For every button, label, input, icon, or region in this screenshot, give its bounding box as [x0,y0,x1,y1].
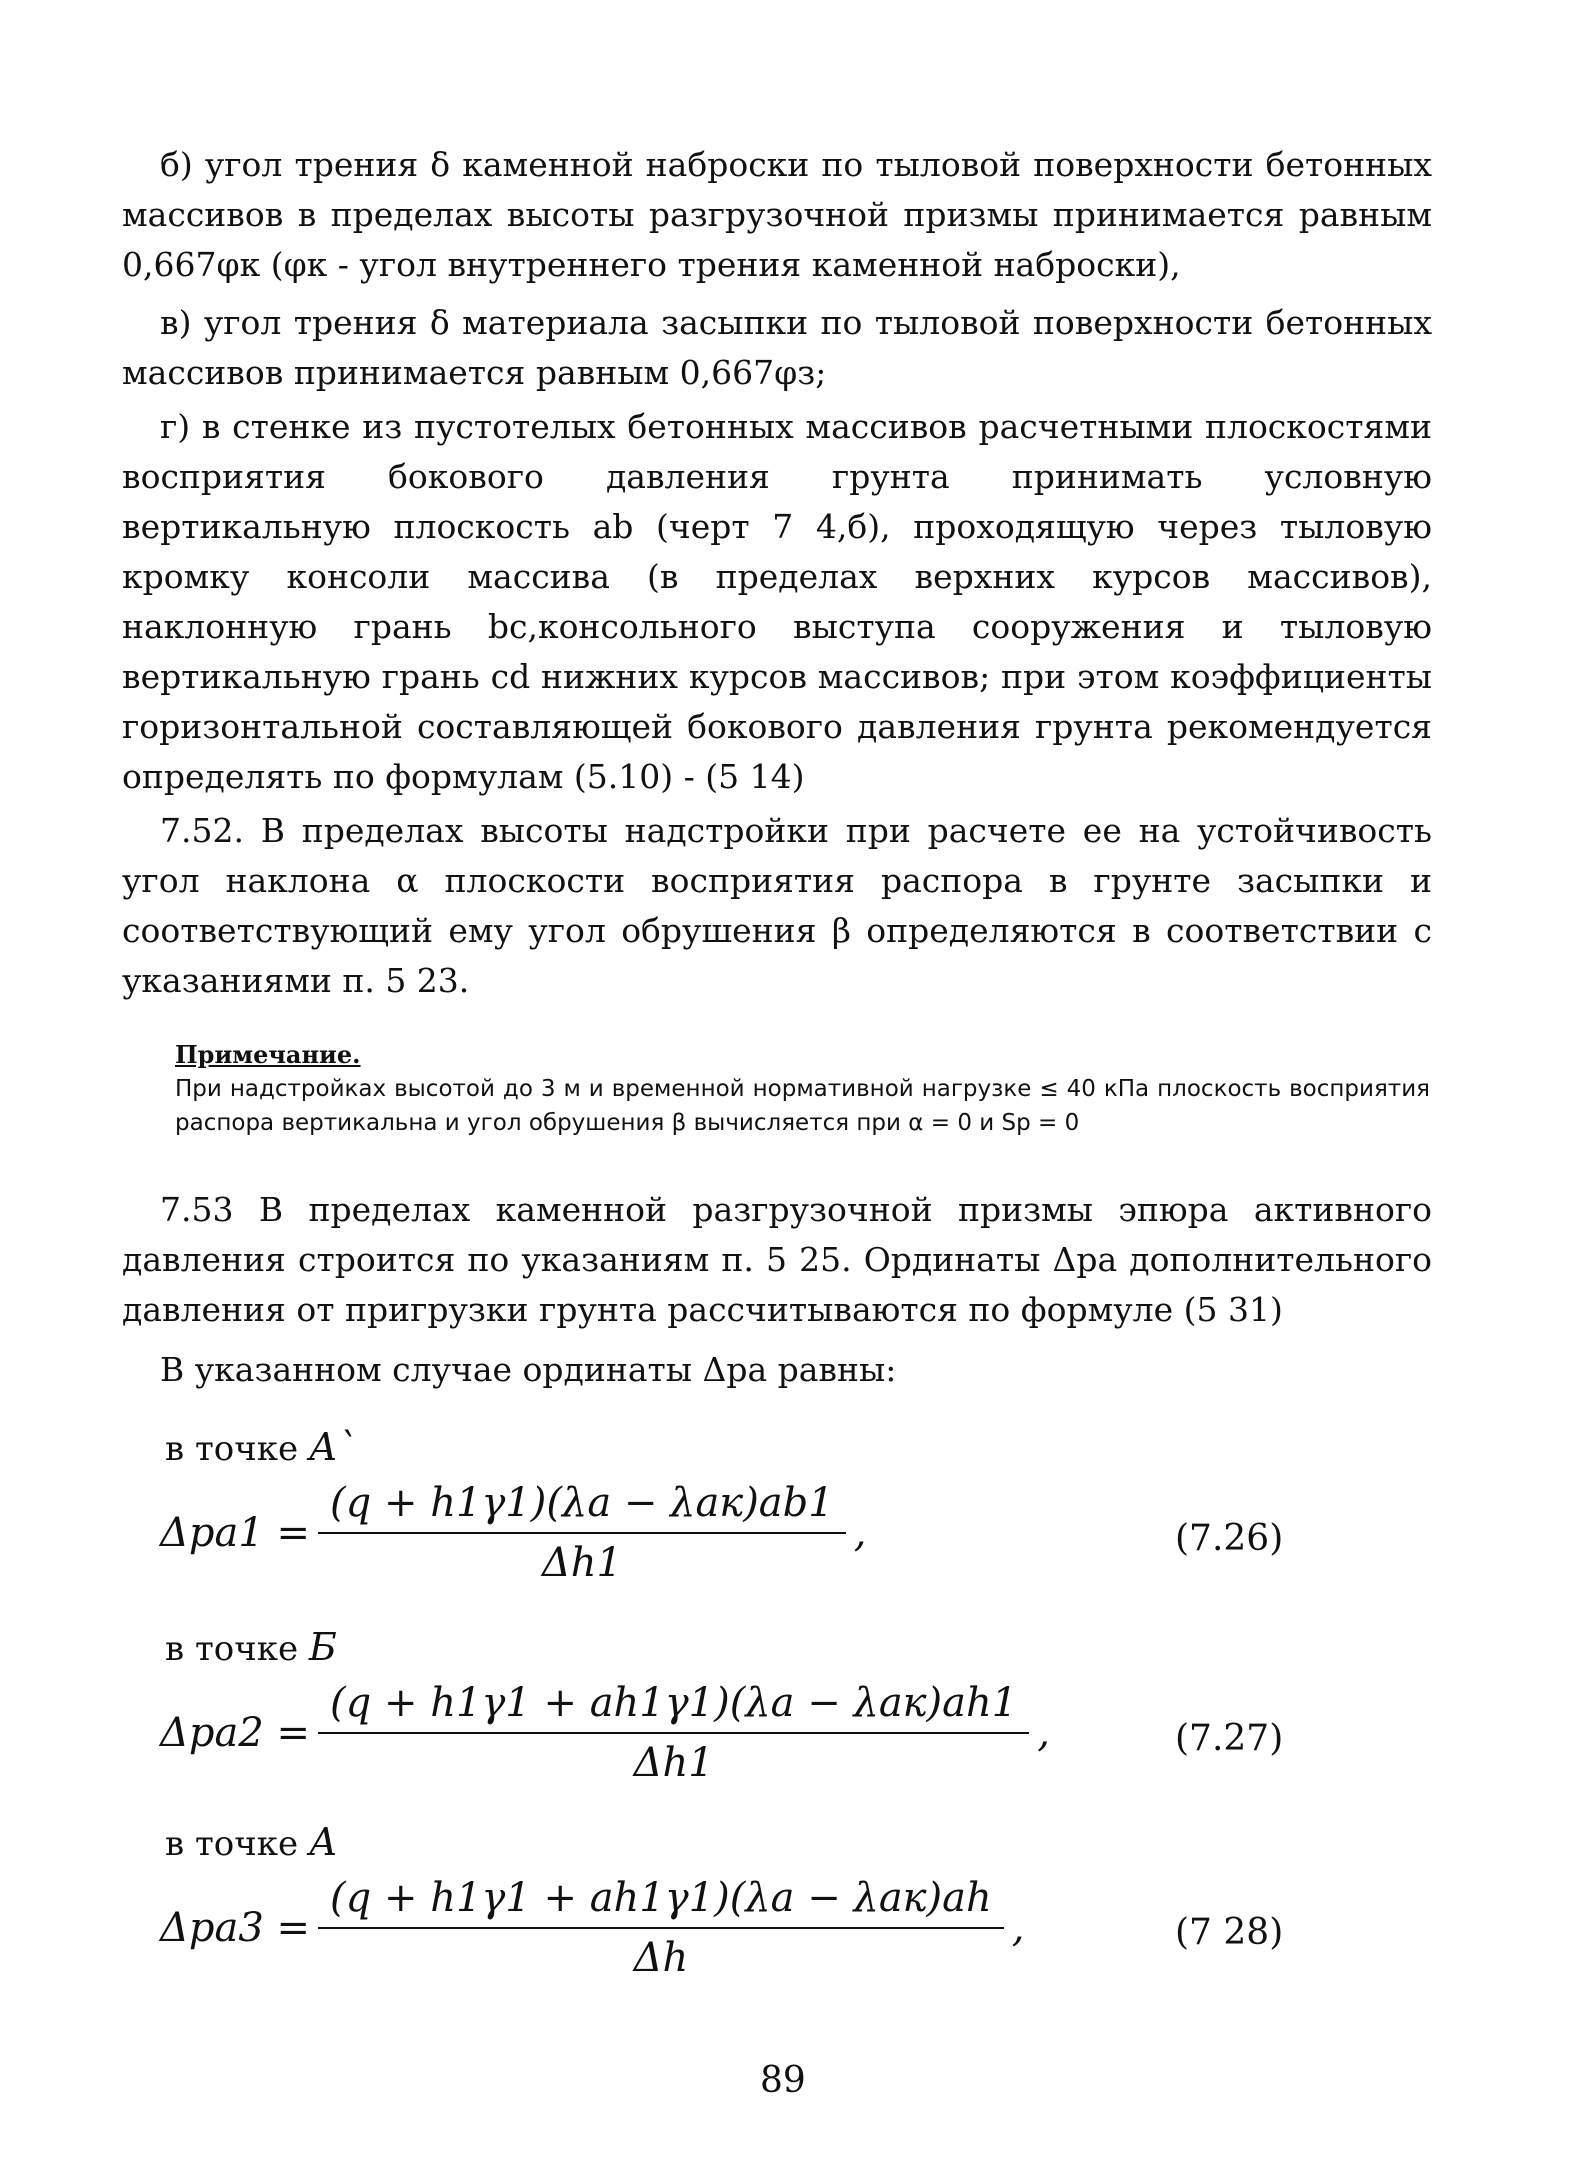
equation-number-7-27: (7.27) [1175,1718,1284,1759]
paragraph-7-53: 7.53 В пределах каменной разгрузочной призмы эпюра активного давления строится по указаниям п. 5 25. Ординаты Δpа дополнительного давления от пригрузки грунта рассчитываются по формуле (5 31) [122,1190,1432,1329]
paragraph-g: г) в стенке из пустотелых бетонных массивов расчетными плоскостями восприятия бокового давления грунта принимать условную вертикальную плоскость ab (черт 7 4,б), проходящую через тыловую кромку консоли массива (в пределах верхних курсов массивов), наклонную грань bc,консольного выступа сооружения и тыловую вертикальную грань cd нижних курсов массивов; при этом коэффициенты горизонтальной составляющей бокового давления грунта рекомендуется определять по формулам (5.10) - (5 14) [122,407,1432,796]
formula-7-27 [160,1680,1050,1786]
point-label-1: в точке А` [165,1425,357,1469]
formula-tail: , [853,1510,867,1556]
formula-lhs: Δpа1 = [160,1510,311,1556]
formula-numerator: (q + h1γ1)(λа − λак)аb1 [318,1480,846,1534]
note-title: Примечание. [175,1040,361,1069]
formula-numerator: (q + h1γ1 + аh1γ1)(λа − λак)аh1 [318,1680,1029,1734]
body-text-block-1 [122,140,1432,1006]
ordinates-intro: В указанном случае ординаты Δpа равны: [160,1350,897,1389]
formula-lhs: Δpа3 = [160,1905,311,1951]
formula-fraction [318,1875,1004,1981]
paragraph-b: б) угол трения δ каменной наброски по тыловой поверхности бетонных массивов в пределах высоты разгрузочной призмы принимается равным 0,667φк (φк - угол внутреннего трения каменной наброски), [122,145,1432,284]
point-label-2: в точке Б [165,1625,337,1669]
note-text: При надстройках высотой до 3 м и временной нормативной нагрузке ≤ 40 кПа плоскость восприятия распора вертикальна и угол обрушения β вычисляется при α = 0 и Sр = 0 [175,1076,1430,1136]
equation-number-7-28: (7 28) [1175,1912,1284,1953]
formula-fraction [318,1680,1029,1786]
point-label-3: в точке А [165,1820,338,1864]
formula-denominator: Δh1 [633,1740,714,1786]
formula-7-26 [160,1480,866,1586]
formula-denominator: Δh1 [541,1540,622,1586]
equation-number-7-26: (7.26) [1175,1518,1284,1559]
paragraph-7-52: 7.52. В пределах высоты надстройки при расчете ее на устойчивость угол наклона α плоскости восприятия распора в грунте засыпки и соответствующий ему угол обрушения β определяются в соответствии с указаниями п. 5 23. [122,811,1432,1000]
formula-denominator: Δh [633,1935,689,1981]
paragraph-v: в) угол трения δ материала засыпки по тыловой поверхности бетонных массивов принимается равным 0,667φз; [122,303,1432,392]
body-text-block-2 [122,1185,1432,1395]
formula-numerator: (q + h1γ1 + аh1γ1)(λа − λак)аh [318,1875,1004,1929]
formula-7-28 [160,1875,1025,1981]
formula-lhs: Δpа2 = [160,1710,311,1756]
formula-tail: , [1011,1905,1025,1951]
formula-tail: , [1037,1710,1050,1756]
formula-fraction [318,1480,846,1586]
page-number: 89 [760,2060,806,2101]
